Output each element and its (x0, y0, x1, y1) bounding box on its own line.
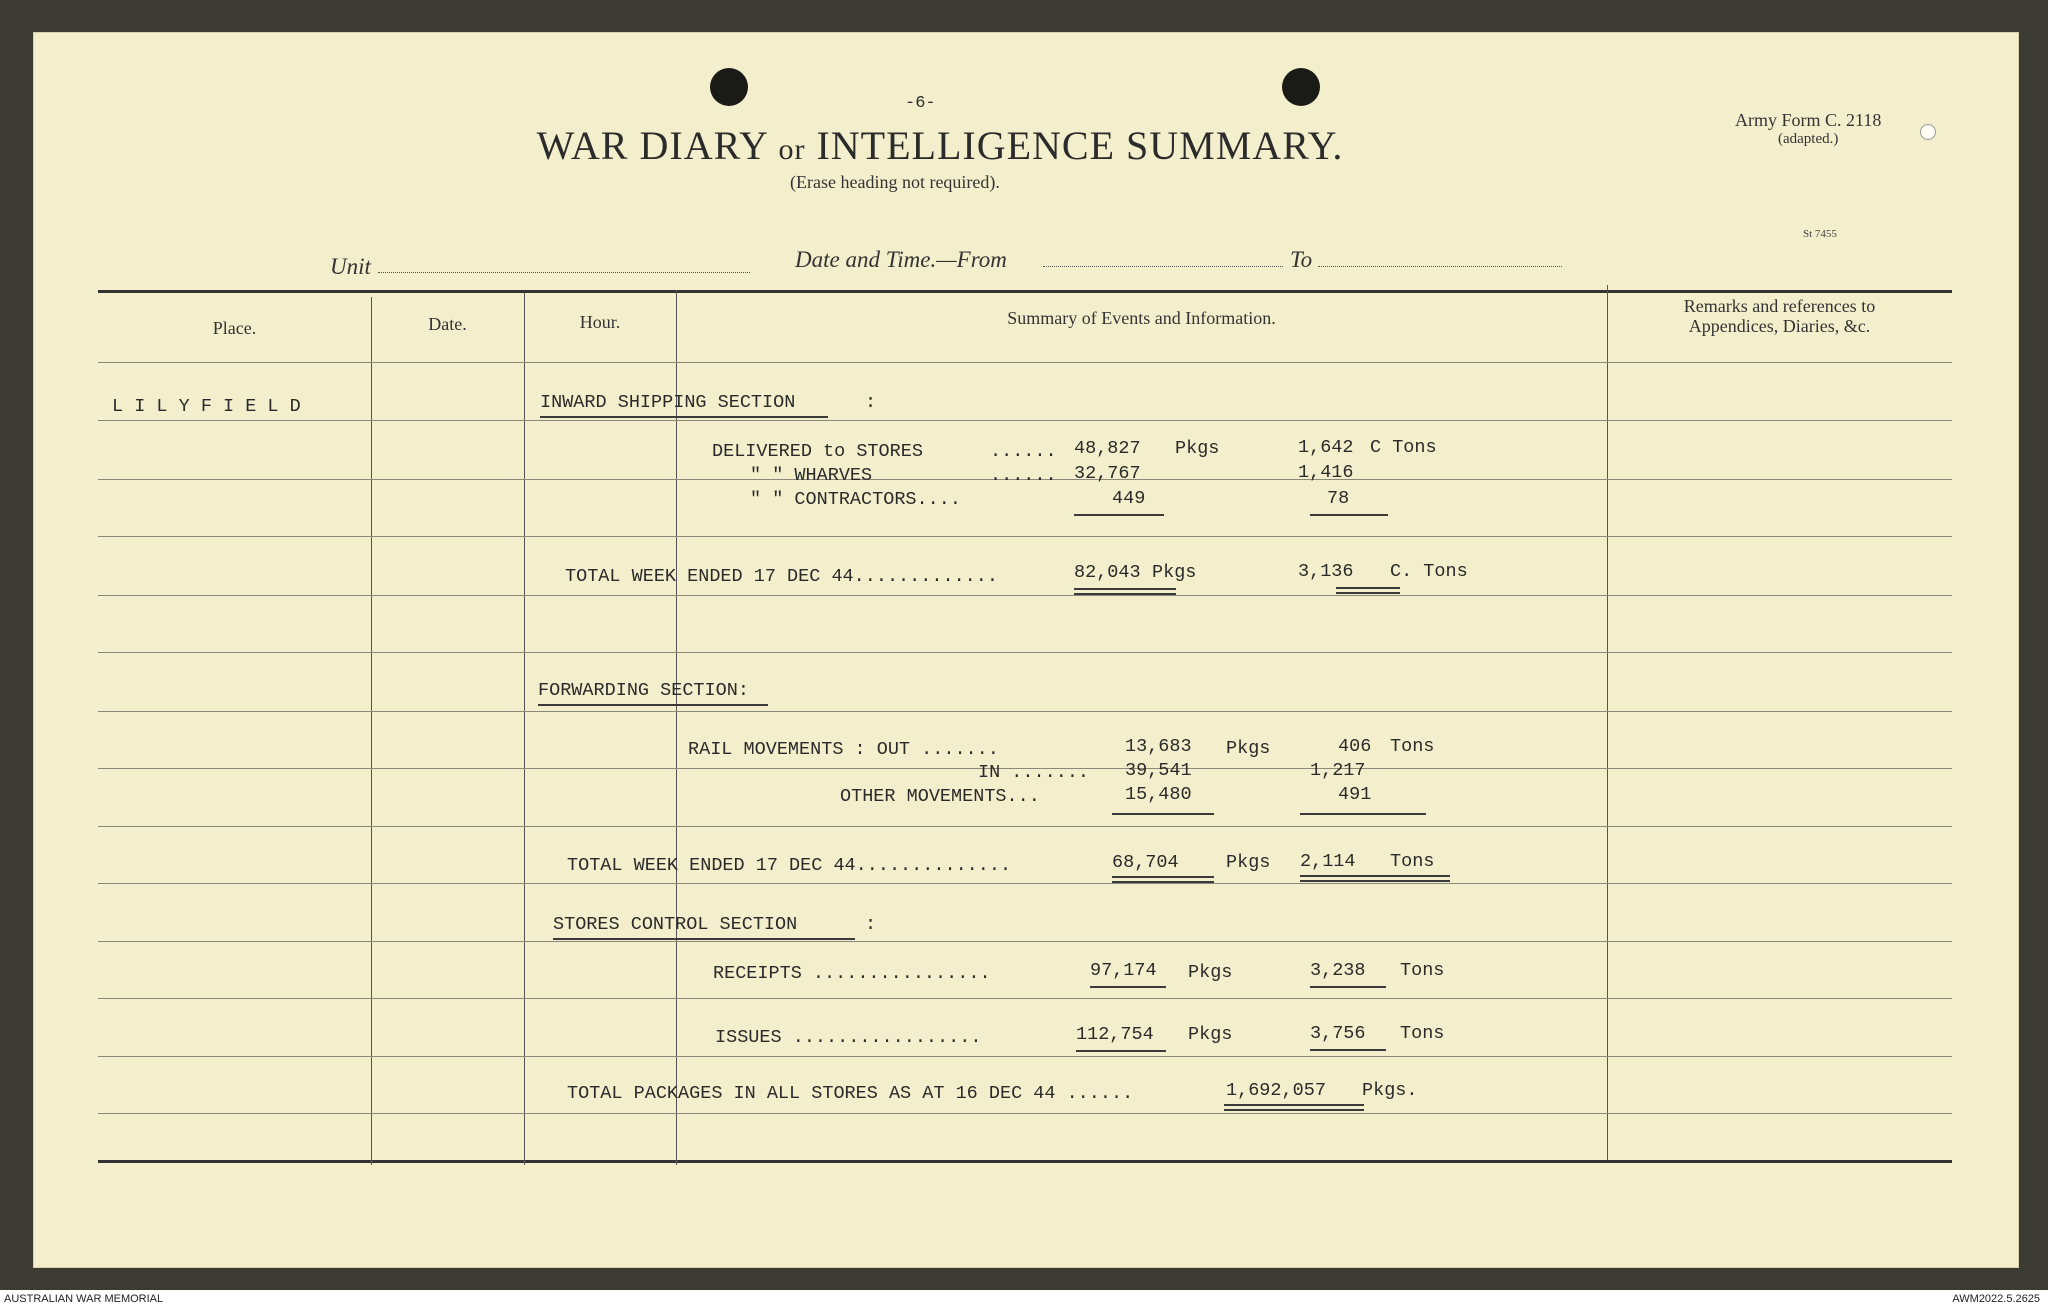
total-double-underline (1224, 1104, 1364, 1111)
issues-label: ISSUES ................. (715, 1027, 982, 1048)
inward-heading-colon: : (865, 392, 877, 413)
col-header-remarks: Remarks and references to Appendices, Diaries, &c. (1683, 296, 1876, 336)
inward-total-tons-unit: C. Tons (1390, 561, 1468, 582)
stores-heading: STORES CONTROL SECTION (553, 914, 798, 935)
page-number: -6- (905, 94, 936, 113)
inward-row-label: " " WHARVES (750, 465, 873, 486)
forwarding-total-pkgs: 68,704 (1112, 852, 1179, 873)
total-double-underline (1300, 875, 1450, 882)
forwarding-row-label: OTHER MOVEMENTS... (840, 786, 1040, 807)
forwarding-row-label: RAIL MOVEMENTS : OUT ....... (688, 739, 999, 760)
forwarding-row-pkgs: 15,480 (1125, 784, 1192, 805)
issues-tons-unit: Tons (1400, 1023, 1445, 1044)
total-double-underline (1074, 588, 1176, 595)
page-title: WAR DIARY or INTELLIGENCE SUMMARY. (536, 123, 1344, 168)
inward-row-label: DELIVERED to STORES (712, 441, 923, 462)
col-header-place: Place. (212, 318, 257, 338)
to-label: To (1290, 247, 1313, 272)
place-name: L I L Y F I E L D (112, 396, 301, 417)
receipts-tons: 3,238 (1310, 960, 1366, 981)
table-bottom-rule (98, 1160, 1952, 1163)
subtotal-underline (1310, 514, 1388, 516)
army-form-label: Army Form C. 2118 (adapted.) (1735, 110, 1882, 147)
punch-hole-left (710, 68, 748, 106)
issues-tons-underline (1310, 1049, 1386, 1051)
stores-total-pkgs: 1,692,057 (1226, 1080, 1326, 1101)
forwarding-total-tons: 2,114 (1300, 851, 1356, 872)
ruled-line (98, 998, 1952, 999)
forwarding-heading-underline (538, 704, 768, 706)
forwarding-total-label: TOTAL WEEK ENDED 17 DEC 44.............. (567, 855, 1012, 876)
inward-total-label: TOTAL WEEK ENDED 17 DEC 44............. (565, 566, 998, 587)
receipts-pkgs: 97,174 (1090, 960, 1157, 981)
staple-mark (1920, 124, 1936, 140)
ruled-line (98, 711, 1952, 712)
from-field-line (1043, 266, 1283, 267)
forwarding-total-tons-unit: Tons (1390, 851, 1435, 872)
inward-total-pkgs: 82,043 (1074, 562, 1141, 583)
inward-row-pkgs: 48,827 (1074, 438, 1141, 459)
footer-credit: AUSTRALIAN WAR MEMORIAL (4, 1293, 164, 1305)
inward-row-label: " " CONTRACTORS.... (750, 489, 961, 510)
subtotal-underline (1074, 514, 1164, 516)
total-double-underline (1112, 876, 1214, 883)
stock-number: St 7455 (1803, 228, 1837, 240)
total-double-underline (1336, 587, 1400, 594)
ruled-line (98, 652, 1952, 653)
forwarding-row-tons-unit: Tons (1390, 736, 1435, 757)
subtotal-underline (1112, 813, 1214, 815)
issues-unit: Pkgs (1188, 1024, 1233, 1045)
inward-row-tons-unit: C Tons (1370, 437, 1437, 458)
forwarding-row-tons: 491 (1338, 784, 1372, 805)
receipts-underline (1090, 986, 1166, 988)
inward-row-tons: 1,416 (1298, 462, 1354, 483)
forwarding-row-pkgs: 13,683 (1125, 736, 1192, 757)
unit-label: Unit (330, 254, 371, 279)
col-header-summary: Summary of Events and Information. (1007, 308, 1276, 328)
inward-heading: INWARD SHIPPING SECTION (540, 392, 796, 413)
col-header-hour: Hour. (579, 312, 621, 332)
receipts-label: RECEIPTS ................ (713, 963, 991, 984)
forwarding-row-tons: 406 (1338, 736, 1372, 757)
col-divider-2 (524, 293, 525, 1165)
ruled-line (98, 941, 1952, 942)
col-divider-1 (371, 297, 372, 1165)
inward-row-dots: ...... (990, 441, 1057, 462)
erase-note: (Erase heading not required). (790, 172, 1000, 192)
ruled-line (98, 595, 1952, 596)
forwarding-heading: FORWARDING SECTION: (538, 680, 749, 701)
stores-total-unit: Pkgs. (1362, 1080, 1418, 1101)
inward-row-tons: 78 (1327, 488, 1350, 509)
header-divider (98, 362, 1952, 363)
inward-total-pkgs-unit: Pkgs (1152, 562, 1197, 583)
forwarding-row-label: IN ....... (978, 762, 1090, 783)
ruled-line (98, 1113, 1952, 1114)
inward-row-tons: 1,642 (1298, 437, 1354, 458)
stores-heading-colon: : (865, 914, 877, 935)
col-header-date: Date. (428, 314, 467, 334)
footer-accession: AWM2022.5.2625 (1952, 1293, 2040, 1305)
forwarding-row-tons: 1,217 (1310, 760, 1366, 781)
issues-pkgs: 112,754 (1076, 1024, 1154, 1045)
inward-row-pkgs: 32,767 (1074, 463, 1141, 484)
ruled-line (98, 536, 1952, 537)
inward-row-pkgs: 449 (1112, 488, 1146, 509)
ruled-line (98, 1056, 1952, 1057)
unit-field-line (378, 272, 750, 273)
forwarding-row-unit: Pkgs (1226, 738, 1271, 759)
issues-underline (1076, 1050, 1166, 1052)
ruled-line (98, 883, 1952, 884)
issues-tons: 3,756 (1310, 1023, 1366, 1044)
forwarding-total-pkgs-unit: Pkgs (1226, 852, 1271, 873)
inward-heading-underline (540, 416, 828, 418)
footer-strip (0, 1290, 2048, 1309)
col-divider-4 (1607, 285, 1608, 1160)
subtotal-underline (1300, 813, 1426, 815)
punch-hole-right (1282, 68, 1320, 106)
receipts-unit: Pkgs (1188, 962, 1233, 983)
col-divider-3 (676, 290, 677, 1165)
stores-heading-underline (553, 938, 855, 940)
table-top-rule (98, 290, 1952, 293)
stores-total-label: TOTAL PACKAGES IN ALL STORES AS AT 16 DEC 44 ...... (567, 1083, 1134, 1104)
ruled-line (98, 420, 1952, 421)
to-field-line (1318, 266, 1562, 267)
receipts-tons-underline (1310, 986, 1386, 988)
forwarding-row-pkgs: 39,541 (1125, 760, 1192, 781)
ruled-line (98, 826, 1952, 827)
inward-total-tons: 3,136 (1298, 561, 1354, 582)
receipts-tons-unit: Tons (1400, 960, 1445, 981)
inward-row-dots: ...... (990, 465, 1057, 486)
inward-row-unit: Pkgs (1175, 438, 1220, 459)
date-time-label: Date and Time.—From (795, 247, 1007, 272)
